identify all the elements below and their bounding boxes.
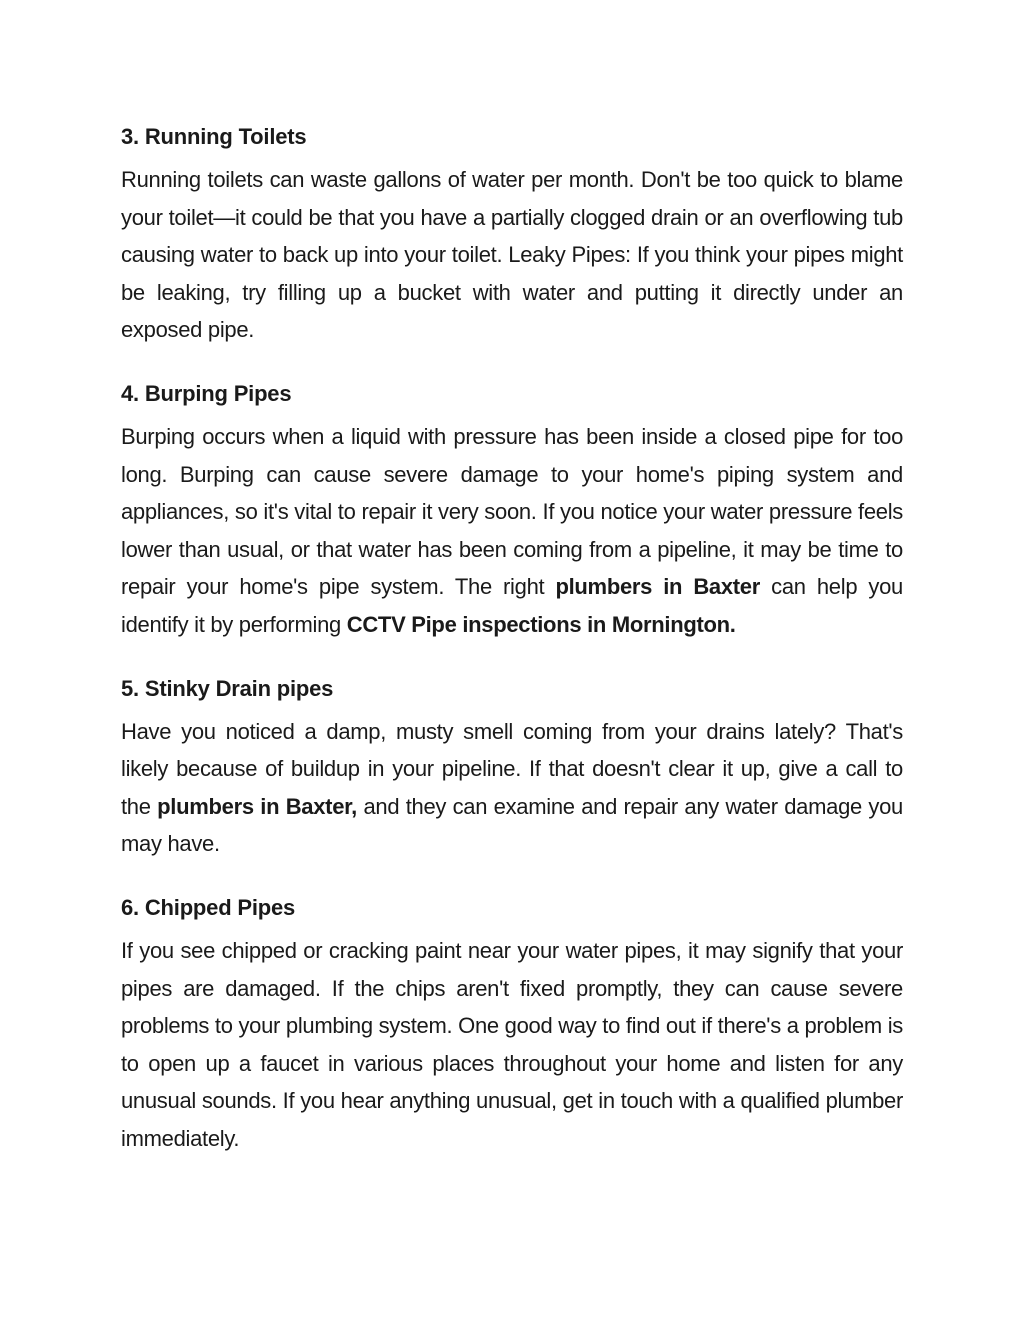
paragraph-text: If you see chipped or cracking paint near your water pipes, it may signify that your pipes are damaged. If the chips aren't fixed promptly, they can cause severe problems to your plumbing system. One good way to find out if there's a problem is to open up a faucet in various places throughout your home and listen for any unusual sounds. If you hear anything unusual, get in touch with a qualified plumber immediately. xyxy=(121,937,903,1151)
section-heading: 3. Running Toilets xyxy=(121,124,307,149)
section-stinky-drain-pipes xyxy=(121,670,903,863)
bold-keyword: plumbers in Baxter, xyxy=(157,793,357,819)
section-heading: 4. Burping Pipes xyxy=(121,380,292,406)
paragraph-text: and they can examine and repair any water damage you may have. xyxy=(121,793,903,857)
section-heading: 5. Stinky Drain pipes xyxy=(121,675,334,701)
paragraph-text: Running toilets can waste gallons of water per month. Don't be too quick to blame your toilet—it could be that you have a partially clogged drain or an overflowing tub causing water to back up into your toilet. Leaky Pipes: If you think your pipes might be leaking, try filling up a bucket with water and putting it directly under an exposed pipe. xyxy=(121,167,903,343)
section-chipped-pipes xyxy=(121,889,903,1158)
document-page xyxy=(121,118,903,1183)
section-paragraph xyxy=(121,161,903,349)
paragraph-text: Burping occurs when a liquid with pressure has been inside a closed pipe for too long. Burping can cause severe damage to your home's piping system and appliances, so it's vital to repair it very soon. If you notice your water pressure feels lower than usual, or that water has been coming from a pipeline, it may be time to repair your home's pipe system. The right xyxy=(121,423,903,600)
bold-keyword: plumbers in Baxter xyxy=(555,574,761,600)
bold-keyword: CCTV Pipe inspections in Mornington. xyxy=(346,611,736,637)
section-paragraph xyxy=(121,713,903,863)
section-paragraph xyxy=(121,418,903,644)
section-paragraph xyxy=(121,932,903,1158)
paragraph-text: can help you identify it by performing xyxy=(121,574,903,637)
section-heading: 6. Chipped Pipes xyxy=(121,894,296,920)
paragraph-text: Have you noticed a damp, musty smell coming from your drains lately? That's likely because of buildup in your pipeline. If that doesn't clear it up, give a call to the xyxy=(121,718,903,819)
section-burping-pipes xyxy=(121,375,903,644)
section-running-toilets xyxy=(121,118,903,349)
